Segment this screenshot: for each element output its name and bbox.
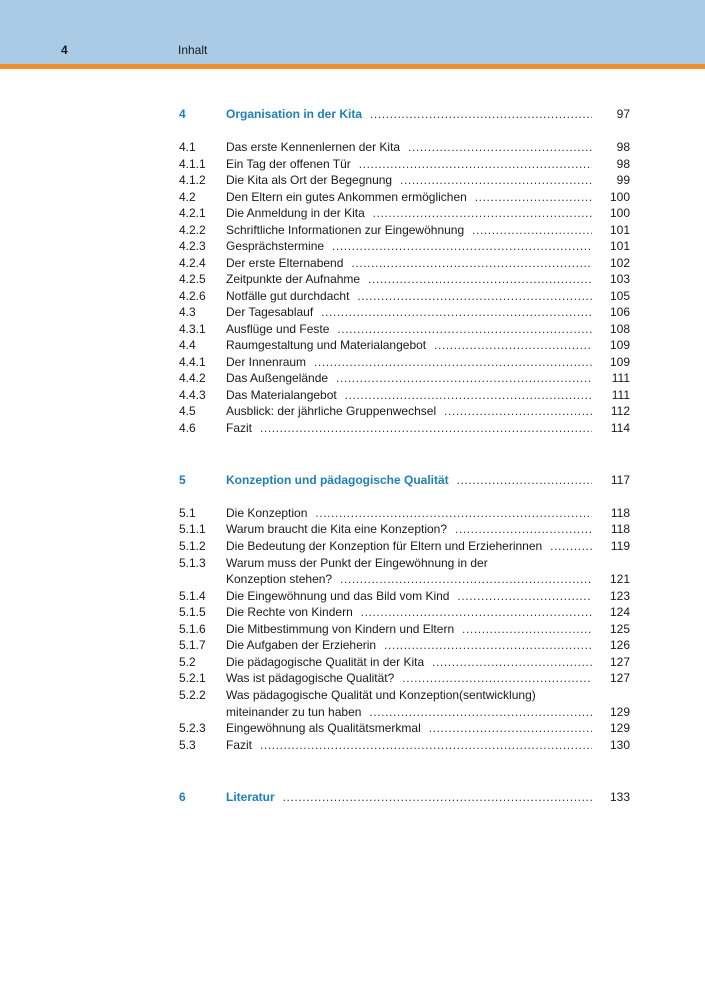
toc-page-number: 127: [609, 671, 630, 685]
toc-number: 4.1.2: [179, 173, 206, 187]
toc-title: Fazit: [226, 738, 256, 752]
toc-title-leader: [226, 621, 592, 638]
toc-title: Den Eltern ein gutes Ankommen ermöglichen: [226, 190, 471, 204]
toc-number: 4.3.1: [179, 322, 206, 336]
toc-row: [0, 637, 705, 654]
toc-title: Das Materialangebot: [226, 388, 341, 402]
toc-number: 5.1.7: [179, 638, 206, 652]
toc-title-leader: [226, 189, 592, 206]
toc-title: Organisation in der Kita: [226, 107, 366, 121]
toc-page-number: 130: [609, 738, 630, 752]
running-head: Inhalt: [178, 43, 208, 57]
toc-title-leader: [226, 139, 592, 156]
toc-page-number: 101: [609, 223, 630, 237]
toc-number: 5.2: [179, 655, 196, 669]
toc-page-number: 100: [609, 206, 630, 220]
toc-title: Die Aufgaben der Erzieherin: [226, 638, 380, 652]
toc-page-number: 124: [609, 605, 630, 619]
toc-title-leader: [226, 555, 592, 572]
header-band: [0, 0, 705, 64]
toc-number: 5.1.3: [179, 556, 206, 570]
toc-page-number: 125: [609, 622, 630, 636]
toc-number: 4.2.6: [179, 289, 206, 303]
toc-title-leader: [226, 403, 592, 420]
toc-title: Die Mitbestimmung von Kindern und Eltern: [226, 622, 458, 636]
toc-title-leader: [226, 654, 592, 671]
toc-title: Konzeption stehen?: [226, 572, 336, 586]
toc-title-leader: [226, 670, 592, 687]
toc-title: Was pädagogische Qualität und Konzeption(sentwicklung): [226, 688, 540, 702]
toc-row: [0, 420, 705, 437]
toc-number: 4.2: [179, 190, 196, 204]
toc-row: [0, 403, 705, 420]
toc-title-leader: [226, 238, 592, 255]
toc-row: [0, 139, 705, 156]
toc-number: 4.2.5: [179, 272, 206, 286]
toc-row: [0, 654, 705, 671]
toc-page-number: 121: [609, 572, 630, 586]
toc-title-leader: [226, 387, 592, 404]
toc-title-leader: [226, 288, 592, 305]
toc-title: Die Konzeption: [226, 506, 311, 520]
toc-number: 5.1.2: [179, 539, 206, 553]
toc-row: [0, 521, 705, 538]
toc-page-number: 111: [611, 388, 630, 402]
toc-number: 5.2.3: [179, 721, 206, 735]
toc-title-leader: [226, 255, 592, 272]
toc-number: 4.2.2: [179, 223, 206, 237]
toc-title-leader: [226, 472, 592, 489]
toc-page-number: 101: [609, 239, 630, 253]
toc-title-leader: [226, 271, 592, 288]
toc-number: 6: [179, 790, 186, 804]
toc-title-leader: [226, 571, 592, 588]
page-number: 4: [61, 43, 68, 57]
toc-number: 4.2.1: [179, 206, 206, 220]
toc-row: [0, 271, 705, 288]
toc-number: 5.1: [179, 506, 196, 520]
toc-title: Zeitpunkte der Aufnahme: [226, 272, 364, 286]
toc-title-leader: [226, 106, 592, 123]
toc-title-leader: [226, 789, 592, 806]
toc-title-leader: [226, 321, 592, 338]
toc-page-number: 105: [609, 289, 630, 303]
toc-number: 4.4.3: [179, 388, 206, 402]
toc-number: 5.3: [179, 738, 196, 752]
toc-title: Die Bedeutung der Konzeption für Eltern und Erzieherinnen: [226, 539, 546, 553]
toc-title: Ein Tag der offenen Tür: [226, 157, 355, 171]
toc-page-number: 129: [609, 721, 630, 735]
toc-number: 5.1.5: [179, 605, 206, 619]
toc-title-leader: [226, 704, 592, 721]
header-rule: [0, 64, 705, 69]
toc-title-leader: [226, 370, 592, 387]
toc-title-leader: [226, 172, 592, 189]
toc-title: Warum muss der Punkt der Eingewöhnung in der: [226, 556, 492, 570]
toc-title-leader: [226, 687, 592, 704]
toc-row: [0, 687, 705, 704]
toc-title: Die Anmeldung in der Kita: [226, 206, 369, 220]
toc-page-number: 98: [616, 157, 630, 171]
toc-title: Konzeption und pädagogische Qualität: [226, 473, 453, 487]
toc-number: 4.1.1: [179, 157, 206, 171]
toc-number: 5.1.6: [179, 622, 206, 636]
toc-number: 4.4.1: [179, 355, 206, 369]
toc-title: Die Rechte von Kindern: [226, 605, 357, 619]
toc-title-leader: [226, 354, 592, 371]
toc-title-leader: [226, 505, 592, 522]
toc-title-leader: [226, 737, 592, 754]
toc-number: 5.1.1: [179, 522, 206, 536]
toc-number: 5.2.1: [179, 671, 206, 685]
toc-row: [0, 156, 705, 173]
toc-number: 4.4: [179, 338, 196, 352]
toc-title: Raumgestaltung und Materialangebot: [226, 338, 430, 352]
toc-title: Der Tagesablauf: [226, 305, 317, 319]
toc-row: [0, 354, 705, 371]
toc-title-leader: [226, 337, 592, 354]
toc-number: 4.3: [179, 305, 196, 319]
toc-title: Das erste Kennenlernen der Kita: [226, 140, 404, 154]
toc-row: [0, 538, 705, 555]
toc-row: [0, 337, 705, 354]
toc-page-number: 118: [610, 522, 630, 536]
toc-row: [0, 370, 705, 387]
toc-row: [0, 288, 705, 305]
toc-row: [0, 387, 705, 404]
toc-title: Gesprächstermine: [226, 239, 328, 253]
toc-page-number: 109: [609, 355, 630, 369]
toc-title: Warum braucht die Kita eine Konzeption?: [226, 522, 451, 536]
toc-title-leader: [226, 538, 592, 555]
toc-page-number: 106: [609, 305, 630, 319]
toc-title-leader: [226, 588, 592, 605]
toc-title-leader: [226, 222, 592, 239]
toc-number: 4: [179, 107, 186, 121]
toc-title: Ausblick: der jährliche Gruppenwechsel: [226, 404, 440, 418]
toc-title-leader: [226, 720, 592, 737]
toc-title-leader: [226, 156, 592, 173]
toc-number: 5.2.2: [179, 688, 206, 702]
toc-chapter-row: [0, 789, 705, 806]
toc-title: Der Innenraum: [226, 355, 310, 369]
toc-title-leader: [226, 521, 592, 538]
toc-row: [0, 588, 705, 605]
toc-title: Literatur: [226, 790, 279, 804]
toc-title: Schriftliche Informationen zur Eingewöhnung: [226, 223, 468, 237]
toc-page-number: 118: [610, 506, 630, 520]
toc-number: 4.4.2: [179, 371, 206, 385]
toc-title-leader: [226, 420, 592, 437]
toc-row: [0, 505, 705, 522]
toc-page-number: 123: [609, 589, 630, 603]
toc-number: 4.5: [179, 404, 196, 418]
toc-page-number: 103: [609, 272, 630, 286]
toc-row: [0, 571, 705, 588]
toc-row: [0, 555, 705, 572]
toc-page-number: 102: [609, 256, 630, 270]
toc-row: [0, 720, 705, 737]
toc-page-number: 119: [610, 539, 630, 553]
toc-row: [0, 205, 705, 222]
toc-row: [0, 670, 705, 687]
toc-title: miteinander zu tun haben: [226, 705, 365, 719]
toc-page-number: 126: [609, 638, 630, 652]
toc-page-number: 114: [610, 421, 630, 435]
toc-page-number: 133: [609, 790, 630, 804]
toc-page-number: 127: [609, 655, 630, 669]
toc-row: [0, 304, 705, 321]
toc-number: 4.2.3: [179, 239, 206, 253]
toc-row: [0, 189, 705, 206]
toc-title: Was ist pädagogische Qualität?: [226, 671, 398, 685]
toc-row: [0, 604, 705, 621]
toc-title-leader: [226, 205, 592, 222]
toc-title: Die pädagogische Qualität in der Kita: [226, 655, 428, 669]
toc-chapter-row: [0, 472, 705, 489]
toc-row: [0, 704, 705, 721]
toc-page-number: 99: [616, 173, 630, 187]
toc-page-number: 100: [609, 190, 630, 204]
toc-row: [0, 621, 705, 638]
toc-chapter-row: [0, 106, 705, 123]
toc-row: [0, 737, 705, 754]
toc-page-number: 129: [609, 705, 630, 719]
toc-row: [0, 222, 705, 239]
toc-title: Ausflüge und Feste: [226, 322, 333, 336]
toc-number: 4.6: [179, 421, 196, 435]
toc-page-number: 111: [611, 371, 630, 385]
toc-title: Fazit: [226, 421, 256, 435]
toc-title: Das Außengelände: [226, 371, 332, 385]
toc-page-number: 117: [610, 473, 630, 487]
toc-page-number: 112: [610, 404, 630, 418]
toc-page-number: 97: [616, 107, 630, 121]
toc-page-number: 108: [609, 322, 630, 336]
toc-row: [0, 255, 705, 272]
toc-row: [0, 238, 705, 255]
toc-title: Die Kita als Ort der Begegnung: [226, 173, 396, 187]
toc-title-leader: [226, 304, 592, 321]
toc-title: Notfälle gut durchdacht: [226, 289, 353, 303]
toc-page-number: 98: [616, 140, 630, 154]
toc-row: [0, 172, 705, 189]
toc-row: [0, 321, 705, 338]
toc-title: Eingewöhnung als Qualitätsmerkmal: [226, 721, 425, 735]
toc-title-leader: [226, 637, 592, 654]
toc-page-number: 109: [609, 338, 630, 352]
toc-title-leader: [226, 604, 592, 621]
toc-number: 5: [179, 473, 186, 487]
toc-title: Der erste Elternabend: [226, 256, 347, 270]
toc-number: 4.2.4: [179, 256, 206, 270]
toc-title: Die Eingewöhnung und das Bild vom Kind: [226, 589, 453, 603]
toc-number: 4.1: [179, 140, 196, 154]
toc-number: 5.1.4: [179, 589, 206, 603]
